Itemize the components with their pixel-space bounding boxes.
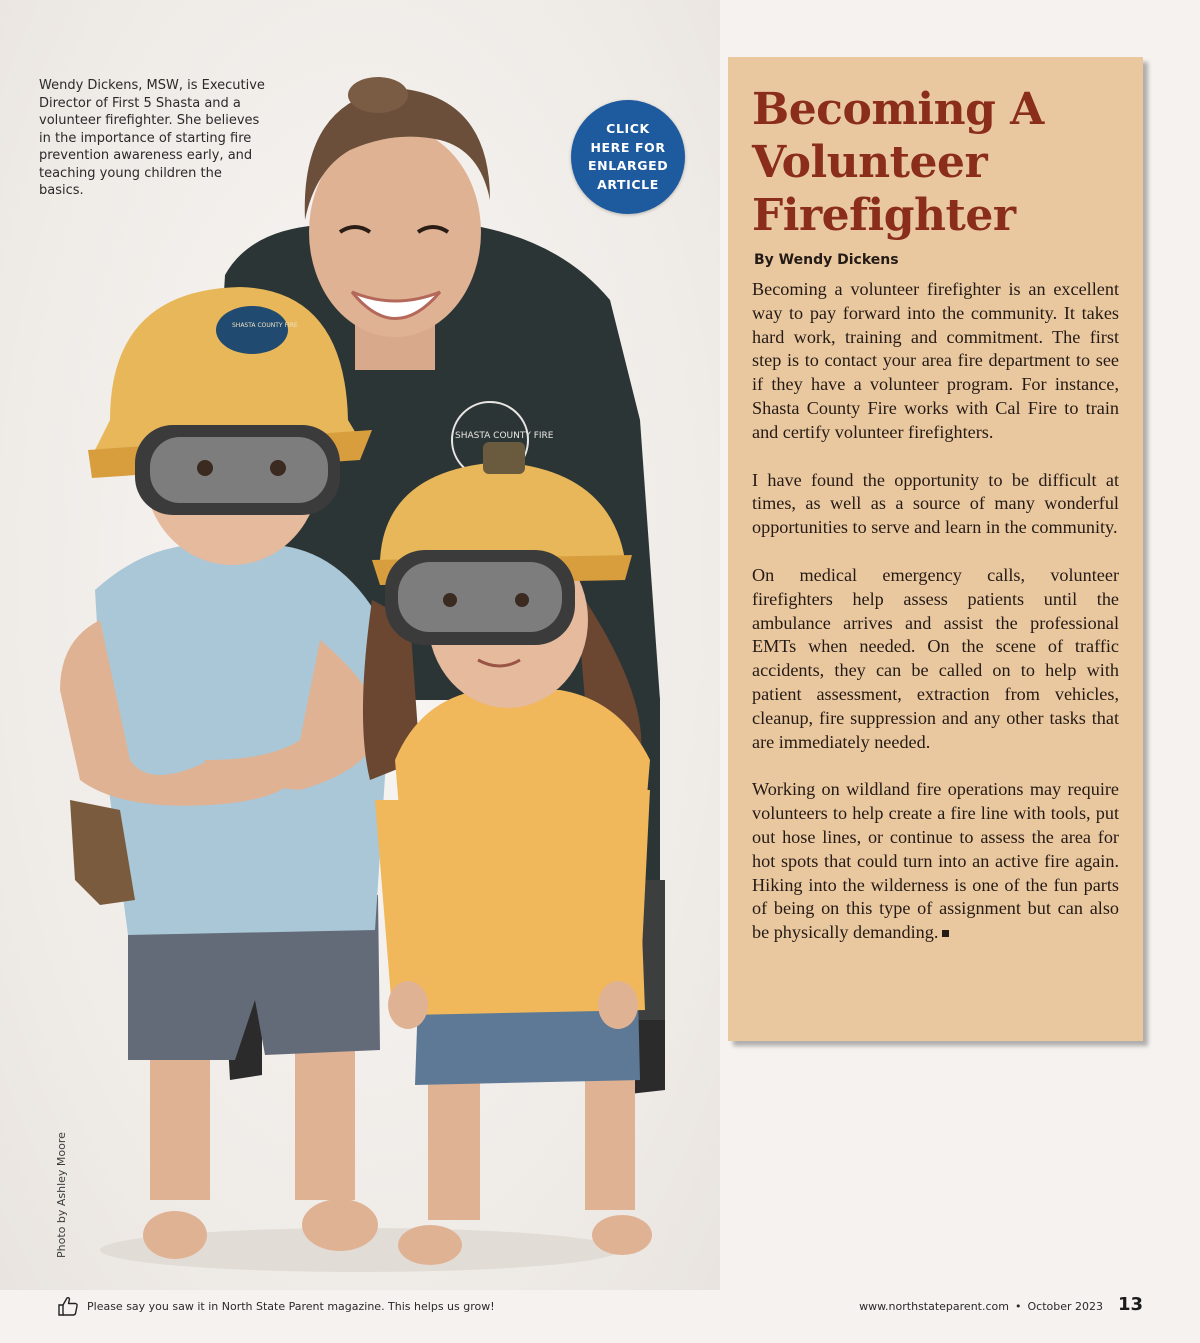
footer-tagline: Please say you saw it in North State Parent magazine. This helps us grow! <box>87 1300 495 1313</box>
article-title: Becoming A Volunteer Firefighter <box>752 84 1044 241</box>
footer-website[interactable]: www.northstateparent.com <box>859 1300 1009 1313</box>
footer-site-info <box>859 1300 1103 1313</box>
photo-caption: Wendy Dickens, MSW, is Executive Director of First 5 Shasta and a volunteer firefighter. She believes in the importance of starting fire prevention awareness early, and teaching young children the basics. <box>39 78 265 198</box>
article-box <box>728 57 1143 1041</box>
footer-separator: • <box>1014 1300 1022 1313</box>
footer-issue: October 2023 <box>1027 1300 1103 1313</box>
article-byline: By Wendy Dickens <box>754 252 899 268</box>
helmet-badge-text: SHASTA COUNTY FIRE <box>232 322 298 329</box>
enlarge-article-button[interactable] <box>571 100 685 214</box>
page-footer <box>0 1290 1200 1343</box>
end-mark-icon <box>942 930 949 937</box>
article-paragraph: I have found the opportunity to be difficult at times, as well as a source of many wonderful opportunities to serve and learn in the community. <box>752 469 1119 538</box>
enlarge-article-label: CLICK HERE FOR ENLARGED ARTICLE <box>588 121 669 192</box>
article-paragraph: Becoming a volunteer firefighter is an excellent way to pay forward into the community. It takes hard work, training and commitment. The first step is to contact your area fire department to see if they have a volunteer program. For instance, Shasta County Fire works with Cal Fire to train and certify volunteer firefighters. <box>752 279 1119 442</box>
boy-figure <box>60 287 390 1259</box>
girl-figure <box>363 442 652 1265</box>
article-paragraph-text: Working on wildland fire operations may require volunteers to help create a fire line with tools, put out hose lines, or continue to assess the area for hot spots that could turn into an active fire again. Hiking into the wilderness is one of the fun parts of being on this type of assignment but can also be physically demanding. <box>752 779 1119 943</box>
article-paragraph <box>752 778 1119 945</box>
thumbs-up-icon <box>57 1295 79 1317</box>
page-number: 13 <box>1117 1294 1143 1315</box>
photo-credit: Photo by Ashley Moore <box>55 1132 68 1258</box>
article-paragraph: On medical emergency calls, volunteer firefighters help assess patients until the ambulance arrives and assist the professional EMTs when needed. On the scene of traffic accidents, they can be called on to help with patient assessment, extraction from vehicles, cleanup, fire suppression and any other tasks that are immediately needed. <box>752 564 1119 752</box>
shirt-logo-text: SHASTA COUNTY FIRE <box>455 431 554 441</box>
